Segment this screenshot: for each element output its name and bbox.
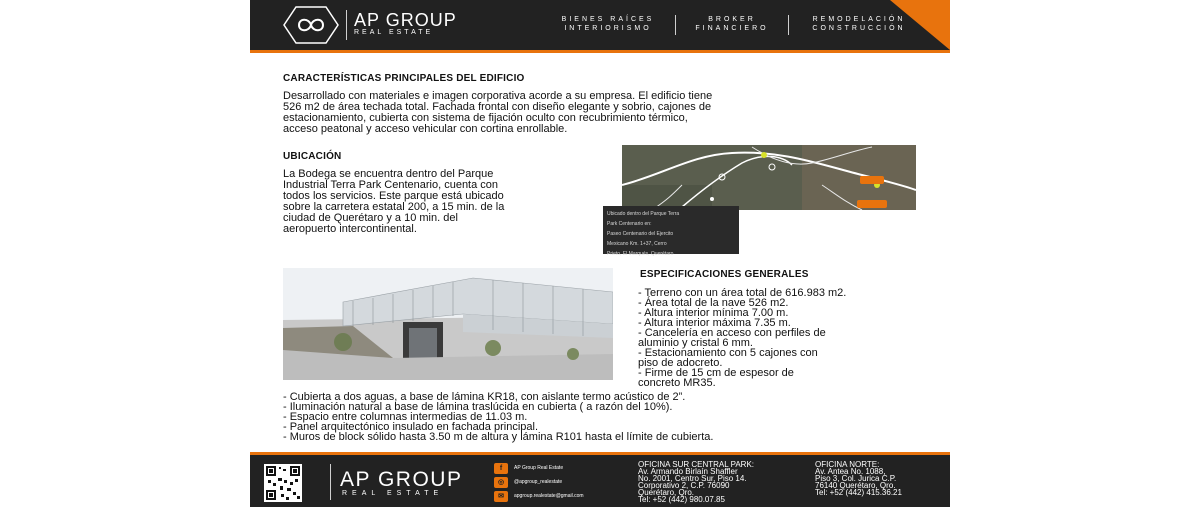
list-item: - Panel arquitectónico insulado en fachada principal.: [283, 421, 538, 433]
header-accent-wedge: [890, 0, 950, 50]
header-brand-sub: REAL ESTATE: [354, 29, 434, 36]
office-north-address: OFICINA NORTE: Av. Antea No. 1088, Piso 3, Col. Jurica C.P. 76140 Querétaro, Qro. Tel: +52 (442) 415.36.21: [815, 460, 902, 497]
list-item: concreto MR35.: [638, 377, 716, 389]
list-item: - Firme de 15 cm de espesor de: [638, 367, 794, 379]
list-item: piso de adocreto.: [638, 357, 723, 369]
office-south-address: OFICINA SUR CENTRAL PARK: Av. Armando Birlaín Shaffler No. 2001, Centro Sur, Piso 14. Corporativo 2, C.P. 76090 Querétaro, Qro. Tel: +52 (442) 980.07.85: [638, 460, 755, 504]
service-real-estate: BIENES RAÍCES INTERIORISMO: [561, 16, 655, 32]
list-item: aluminio y cristal 6 mm.: [638, 337, 753, 349]
specs-list-right: [638, 288, 938, 388]
footer-brand: AP GROUP: [340, 468, 463, 491]
service-divider: [788, 15, 789, 35]
location-heading: UBICACIÓN: [283, 151, 342, 162]
list-item: - Iluminación natural a base de lámina traslúcida en cubierta ( a razón del 10%).: [283, 401, 673, 413]
features-paragraph: Desarrollado con materiales e imagen corporativa acorde a su empresa. El edificio tiene 526 m2 de área techada total. Fachada frontal con diseño elegante y sobrio, cajones de estacionamiento, cubierta con sistema de fijación oculto con recubrimiento térmico, acceso peatonal y acceso vehicular con cortina enrollable.: [283, 90, 713, 135]
warehouse-building-icon: [283, 268, 613, 380]
list-item: - Altura interior máxima 7.35 m.: [638, 317, 791, 329]
header-accent-line: [250, 50, 950, 53]
footer-divider: [330, 464, 331, 500]
specs-list-bottom: [283, 392, 923, 442]
logo-divider: [346, 10, 347, 40]
brochure-page: [250, 0, 950, 507]
facebook-icon: f: [494, 463, 508, 474]
list-item: - Estacionamiento con 5 cajones con: [638, 347, 818, 359]
features-heading: CARACTERÍSTICAS PRINCIPALES DEL EDIFICIO: [283, 73, 525, 84]
list-item: - Cancelería en acceso con perfiles de: [638, 327, 826, 339]
header-brand: AP GROUP: [354, 10, 457, 30]
footer-brand-sub: REAL ESTATE: [342, 490, 444, 497]
location-paragraph: La Bodega se encuentra dentro del Parque Industrial Terra Park Centenario, cuenta con todos los servicios. Este parque está ubicado sobre la carretera estatal 200, a 15 min. de la ciudad de Querétaro y a 10 min. del aeropuerto intercontinental.: [283, 168, 505, 235]
instagram-icon: ◎: [494, 477, 508, 488]
qr-code-icon[interactable]: [264, 464, 302, 502]
service-divider: [675, 15, 676, 35]
service-construction: REMODELACIÓN CONSTRUCCIÓN: [812, 16, 906, 32]
map-address-caption: Ubicado dentro del Parque Terra Park Centenario en: Paseo Centenario del Ejercito Mexicano Km. 1+37, Cerro Prieto, El Marqués, Querétaro: [603, 206, 739, 254]
service-broker: BROKER FINANCIERO: [695, 16, 769, 32]
building-render-image: [283, 268, 613, 380]
ap-group-logo-icon: [282, 5, 340, 45]
list-item: - Altura interior mínima 7.00 m.: [638, 307, 789, 319]
header-bar: [250, 0, 950, 50]
list-item: - Muros de block sólido hasta 3.50 m de altura y lámina R101 hasta el límite de cubierta.: [283, 431, 714, 443]
location-map[interactable]: [622, 145, 916, 210]
list-item: - Espacio entre columnas intermedias de 11.03 m.: [283, 411, 528, 423]
list-item: - Cubierta a dos aguas, a base de lámina KR18, con aislante termo acústico de 2”.: [283, 391, 686, 403]
specs-heading: ESPECIFICACIONES GENERALES: [640, 269, 809, 280]
email-icon: ✉: [494, 491, 508, 502]
list-item: - Terreno con un área total de 616.983 m2.: [638, 287, 847, 299]
footer-bar: AP GROUP REAL ESTATE f AP Group Real Estate ◎ @apgroup_realestate ✉ apgroup.realestate@gmail.com OFICINA SUR CENTRAL PARK: Av. Armando Birlaín Shaffler No. 2001, Centro Sur, Piso 14. Corporativo 2, C.P. 76090 Querétaro, Qro. Tel: +52 (442) 980.07.85 OFICINA NORTE: Av. Antea No. 1088, Piso 3, Col. Jurica C.P. 76140 Querétaro, Qro. Tel: +52 (442) 415.36.21: [250, 455, 950, 507]
list-item: - Área total de la nave 526 m2.: [638, 297, 789, 309]
map-roads-icon: [622, 145, 916, 210]
